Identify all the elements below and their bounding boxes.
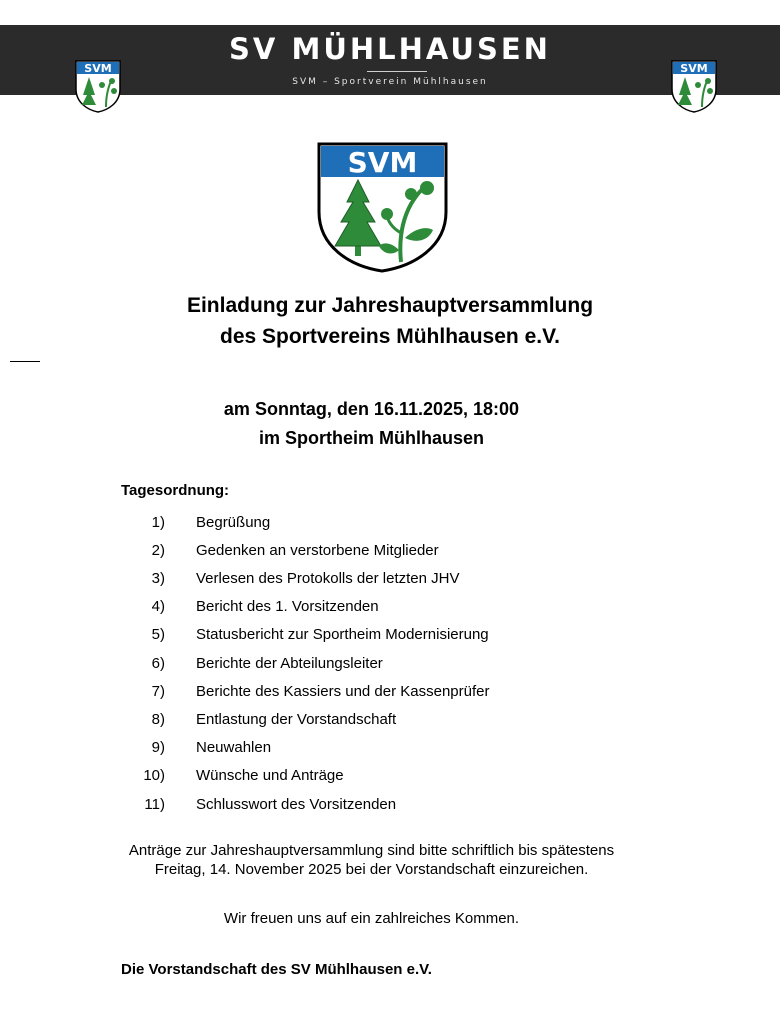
agenda-label: Tagesordnung: (121, 482, 230, 499)
note-line-1: Anträge zur Jahreshauptversammlung sind bitte schriftlich bis spätestens (128, 842, 615, 859)
agenda-number: 10) (143, 767, 165, 784)
crest-text: SVM (347, 146, 418, 179)
crest-left-text: SVM (84, 62, 112, 75)
agenda-text: Entlastung der Vorstandschaft (196, 711, 397, 728)
agenda-number: 7) (151, 683, 165, 700)
meeting-details (0, 395, 743, 453)
agenda-text: Berichte des Kassiers und der Kassenprüfer (196, 683, 490, 700)
site-subtitle: SVM – Sportverein Mühlhausen (292, 77, 488, 87)
signature: Die Vorstandschaft des SV Mühlhausen e.V. (121, 961, 432, 978)
agenda-number: 2) (151, 542, 165, 559)
agenda-number: 1) (151, 514, 165, 531)
title-line-2: des Sportvereins Mühlhausen e.V. (220, 325, 560, 348)
agenda-text: Gedenken an verstorbene Mitglieder (196, 542, 439, 559)
agenda-number: 11) (144, 796, 165, 813)
club-crest (317, 142, 448, 273)
agenda-text: Schlusswort des Vorsitzenden (196, 796, 397, 813)
meeting-date: am Sonntag, den 16.11.2025, 18:00 (223, 399, 520, 419)
title-line-1: Einladung zur Jahreshauptversammlung (186, 294, 594, 317)
agenda-text: Wünsche und Anträge (196, 767, 344, 784)
agenda-text: Statusbericht zur Sportheim Modernisierung (196, 626, 489, 643)
agenda-text: Neuwahlen (196, 739, 272, 756)
agenda-text: Berichte der Abteilungsleiter (196, 655, 383, 672)
title-divider (367, 71, 427, 72)
agenda-text: Begrüßung (196, 514, 271, 531)
header-bar (0, 25, 780, 95)
agenda-text: Bericht des 1. Vorsitzenden (196, 598, 379, 615)
closing-text: Wir freuen uns auf ein zahlreiches Kommen. (223, 910, 520, 927)
agenda-number: 5) (151, 626, 165, 643)
agenda-number: 9) (151, 739, 165, 756)
meeting-place: im Sportheim Mühlhausen (258, 428, 485, 448)
crest-logo-right (670, 59, 718, 113)
agenda-number: 3) (151, 570, 165, 587)
agenda-number: 4) (151, 598, 165, 615)
agenda-text: Verlesen des Protokolls der letzten JHV (196, 570, 460, 587)
note-line-2: Freitag, 14. November 2025 bei der Vorstandschaft einzureichen. (154, 861, 589, 878)
invitation-title (0, 290, 780, 352)
agenda-number: 6) (151, 655, 165, 672)
divider-line (10, 361, 40, 362)
submission-note (0, 841, 743, 879)
agenda-number: 8) (151, 711, 165, 728)
site-title: SV MÜHLHAUSEN (229, 32, 551, 66)
crest-right-text: SVM (680, 62, 708, 75)
